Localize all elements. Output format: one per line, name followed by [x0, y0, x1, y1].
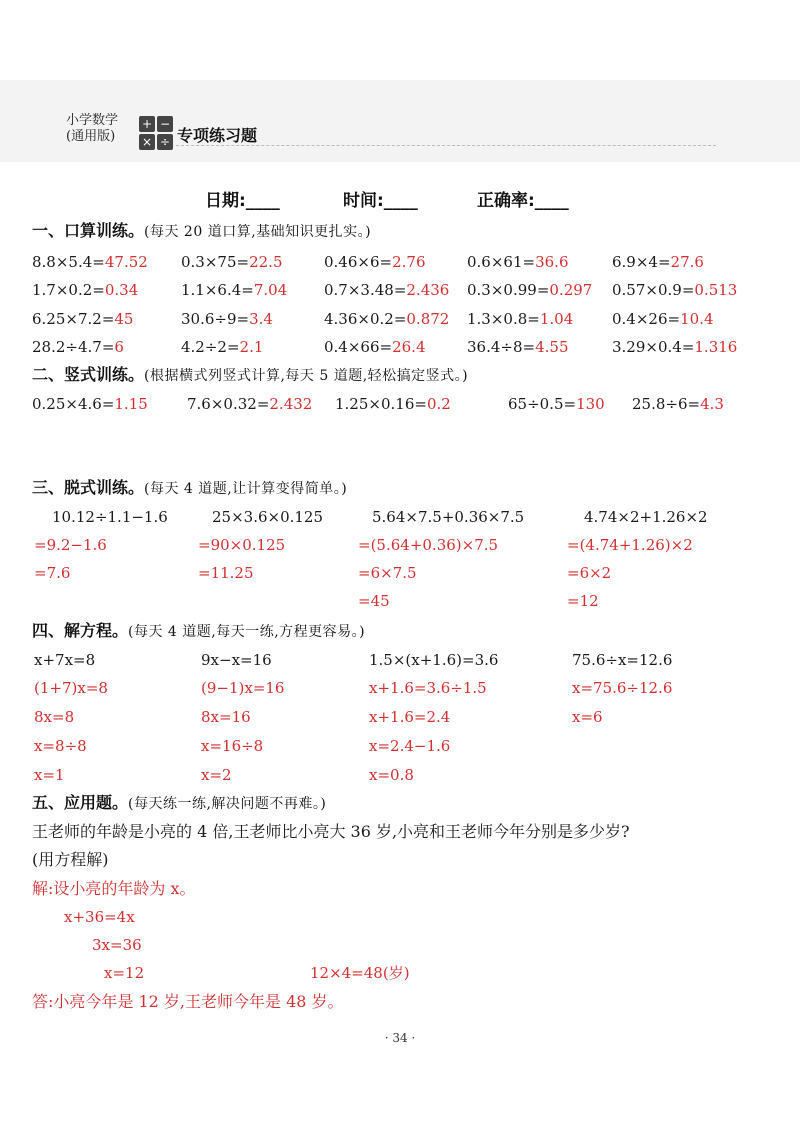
calc-expression: 0.46×6= — [324, 253, 393, 271]
section-3-heading — [32, 478, 347, 499]
oral-calc-item — [612, 280, 737, 300]
calc-answer: 2.432 — [269, 395, 313, 413]
equation-step: x=2.4−1.6 — [369, 737, 451, 755]
calc-expression: 1.25×0.16= — [335, 395, 427, 413]
operators-logo — [139, 116, 173, 150]
calc-expression: 8.8×5.4= — [32, 253, 105, 271]
equation-step: (9−1)x=16 — [201, 679, 285, 697]
oral-calc-item — [467, 252, 569, 272]
equation-step: 8x=16 — [201, 708, 251, 726]
equation-step: x=8÷8 — [34, 737, 87, 755]
oral-calc-item — [324, 280, 449, 300]
step-calc-step: =9.2−1.6 — [34, 536, 107, 554]
calc-answer: 6 — [114, 338, 124, 356]
solution-eq-3: x=12 — [104, 964, 145, 982]
step-calc-problem: 5.64×7.5+0.36×7.5 — [372, 508, 525, 526]
calc-answer: 22.5 — [249, 253, 283, 271]
oral-calc-item — [324, 337, 426, 357]
vertical-calc-item — [508, 394, 605, 414]
time-field: 时间:____ — [343, 191, 418, 211]
section-4-title: 四、解方程。 — [32, 621, 129, 640]
oral-calc-item — [181, 337, 263, 357]
calc-expression: 0.25×4.6= — [32, 395, 115, 413]
calc-expression: 0.57×0.9= — [612, 281, 695, 299]
calc-answer: 4.55 — [535, 338, 569, 356]
oral-calc-item — [181, 309, 273, 329]
book-title-line1: 小学数学 — [66, 113, 119, 128]
divide-icon: ÷ — [157, 134, 173, 150]
oral-calc-item — [612, 337, 737, 357]
calc-expression: 0.4×26= — [612, 310, 681, 328]
calc-expression: 0.4×66= — [324, 338, 393, 356]
calc-answer: 0.872 — [406, 310, 450, 328]
calc-answer: 1.04 — [539, 310, 574, 328]
calc-answer: 4.3 — [700, 395, 724, 413]
calc-answer: 36.6 — [535, 253, 569, 271]
calc-answer: 2.436 — [406, 281, 450, 299]
section-1-title: 一、口算训练。 — [32, 221, 145, 240]
calc-answer: 45 — [114, 310, 134, 328]
calc-expression: 6.25×7.2= — [32, 310, 115, 328]
calc-expression: 0.3×75= — [181, 253, 250, 271]
header-divider — [176, 145, 716, 146]
equation-step: x+1.6=2.4 — [369, 708, 451, 726]
section-2-title: 二、竖式训练。 — [32, 365, 145, 384]
calc-answer: 0.34 — [104, 281, 139, 299]
calc-expression: 65÷0.5= — [508, 395, 577, 413]
oral-calc-item — [32, 280, 138, 300]
oral-calc-item — [324, 252, 426, 272]
page-number: · 34 · — [384, 1031, 416, 1045]
calc-answer: 2.76 — [392, 253, 426, 271]
plus-icon: + — [139, 116, 155, 132]
vertical-calc-item — [632, 394, 724, 414]
calc-answer: 10.4 — [680, 310, 714, 328]
step-calc-problem: 10.12÷1.1−1.6 — [52, 508, 168, 526]
step-calc-step: =45 — [358, 592, 390, 610]
section-3-note: (每天 4 道题,让计算变得简单。) — [144, 481, 348, 497]
equation-step: x=1 — [34, 766, 65, 784]
calc-answer: 26.4 — [392, 338, 426, 356]
multiply-icon: × — [139, 134, 155, 150]
word-problem-method: (用方程解) — [32, 850, 109, 869]
step-calc-step: =11.25 — [198, 564, 254, 582]
section-4-note: (每天 4 道题,每天一练,方程更容易。) — [128, 624, 366, 640]
section-4-heading — [32, 621, 365, 642]
section-1-note: (每天 20 道口算,基础知识更扎实。) — [144, 224, 372, 240]
oral-calc-item — [32, 252, 148, 272]
equation-step: x=16÷8 — [201, 737, 264, 755]
equation-step: x=0.8 — [369, 766, 414, 784]
calc-expression: 36.4÷8= — [467, 338, 536, 356]
solution-eq-1: x+36=4x — [64, 908, 135, 926]
section-5-note: (每天练一练,解决问题不再难。) — [128, 796, 327, 812]
calc-expression: 4.36×0.2= — [324, 310, 407, 328]
step-calc-step: =12 — [567, 592, 599, 610]
oral-calc-item — [181, 280, 287, 300]
solution-calc: 12×4=48(岁) — [310, 964, 410, 982]
equation-problem: x+7x=8 — [34, 651, 96, 669]
calc-answer: 130 — [576, 395, 605, 413]
calc-expression: 0.6×61= — [467, 253, 536, 271]
section-2-note: (根据横式列竖式计算,每天 5 道题,轻松搞定竖式。) — [144, 368, 469, 384]
oral-calc-item — [612, 309, 714, 329]
equation-problem: 75.6÷x=12.6 — [572, 651, 673, 669]
equation-step: x+1.6=3.6÷1.5 — [369, 679, 487, 697]
calc-answer: 2.1 — [239, 338, 264, 356]
solution-let: 解:设小亮的年龄为 x。 — [32, 879, 196, 898]
calc-expression: 0.3×0.99= — [467, 281, 550, 299]
step-calc-problem: 25×3.6×0.125 — [212, 508, 324, 526]
step-calc-step: =7.6 — [34, 564, 71, 582]
vertical-calc-item — [187, 394, 312, 414]
step-calc-step: =6×2 — [567, 564, 612, 582]
equation-step: 8x=8 — [34, 708, 75, 726]
calc-answer: 1.316 — [694, 338, 738, 356]
calc-expression: 1.3×0.8= — [467, 310, 540, 328]
step-calc-problem: 4.74×2+1.26×2 — [584, 508, 708, 526]
equation-step: x=6 — [572, 708, 603, 726]
oral-calc-item — [32, 337, 124, 357]
calc-answer: 27.6 — [670, 253, 704, 271]
calc-expression: 0.7×3.48= — [324, 281, 407, 299]
calc-expression: 3.29×0.4= — [612, 338, 695, 356]
equation-step: x=2 — [201, 766, 232, 784]
calc-answer: 47.52 — [104, 253, 148, 271]
calc-expression: 25.8÷6= — [632, 395, 701, 413]
step-calc-step: =90×0.125 — [198, 536, 286, 554]
step-calc-step: =6×7.5 — [358, 564, 417, 582]
oral-calc-item — [324, 309, 449, 329]
calc-answer: 3.4 — [249, 310, 273, 328]
page-top-margin — [0, 0, 800, 80]
book-title — [66, 113, 118, 145]
equation-step: x=75.6÷12.6 — [572, 679, 673, 697]
vertical-calc-item — [335, 394, 451, 414]
book-title-line2: (通用版) — [66, 129, 116, 144]
calc-answer: 7.04 — [253, 281, 288, 299]
equation-problem: 9x−x=16 — [201, 651, 272, 669]
calc-expression: 4.2÷2= — [181, 338, 240, 356]
calc-expression: 7.6×0.32= — [187, 395, 270, 413]
series-title: 专项练习题 — [177, 126, 258, 145]
equation-problem: 1.5×(x+1.6)=3.6 — [369, 651, 499, 669]
section-2-heading — [32, 365, 468, 386]
calc-expression: 30.6÷9= — [181, 310, 250, 328]
solution-eq-2: 3x=36 — [92, 936, 142, 954]
word-problem-question: 王老师的年龄是小亮的 4 倍,王老师比小亮大 36 岁,小亮和王老师今年分别是多少岁? — [32, 822, 630, 841]
section-3-title: 三、脱式训练。 — [32, 478, 145, 497]
section-5-heading — [32, 793, 326, 814]
vertical-calc-item — [32, 394, 148, 414]
oral-calc-item — [32, 309, 133, 329]
section-5-title: 五、应用题。 — [32, 793, 129, 812]
oral-calc-item — [467, 280, 592, 300]
calc-expression: 1.7×0.2= — [32, 281, 105, 299]
oral-calc-item — [467, 337, 569, 357]
step-calc-step: =(5.64+0.36)×7.5 — [358, 536, 499, 554]
calc-expression: 28.2÷4.7= — [32, 338, 115, 356]
calc-answer: 0.297 — [549, 281, 593, 299]
equation-step: (1+7)x=8 — [34, 679, 108, 697]
date-field: 日期:____ — [205, 191, 280, 211]
section-1-heading — [32, 221, 371, 242]
oral-calc-item — [467, 309, 573, 329]
calc-expression: 6.9×4= — [612, 253, 671, 271]
calc-answer: 1.15 — [114, 395, 148, 413]
oral-calc-item — [181, 252, 283, 272]
calc-answer: 0.513 — [694, 281, 738, 299]
minus-icon: − — [157, 116, 173, 132]
step-calc-step: =(4.74+1.26)×2 — [567, 536, 693, 554]
calc-expression: 1.1×6.4= — [181, 281, 254, 299]
solution-answer: 答:小亮今年是 12 岁,王老师今年是 48 岁。 — [32, 992, 344, 1011]
accuracy-field: 正确率:____ — [477, 191, 569, 211]
calc-answer: 0.2 — [426, 395, 451, 413]
oral-calc-item — [612, 252, 704, 272]
